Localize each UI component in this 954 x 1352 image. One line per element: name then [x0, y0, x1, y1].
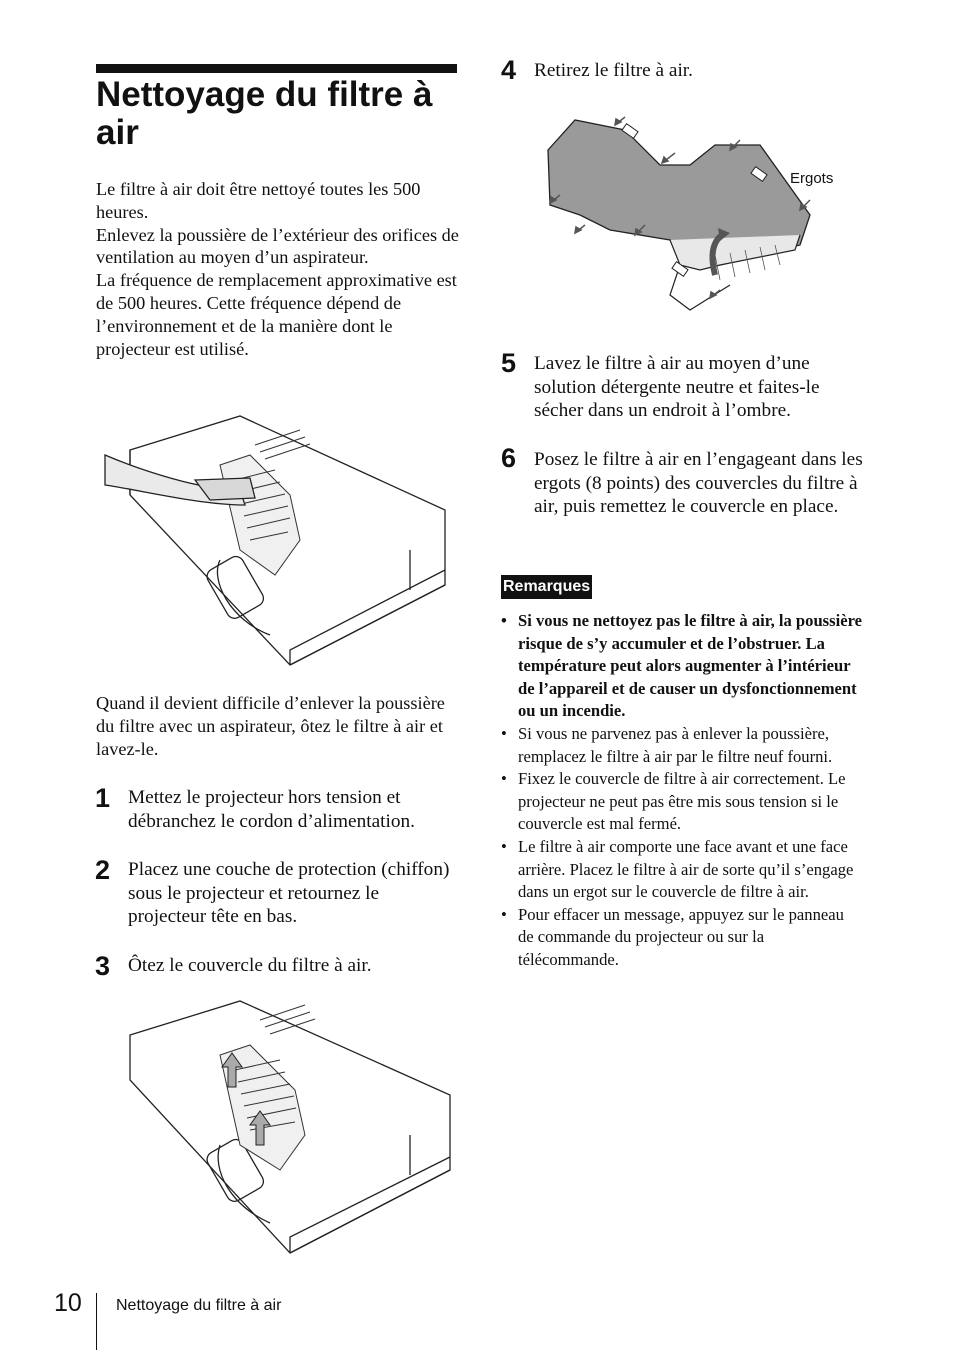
bullet: • — [501, 723, 507, 743]
step-number-4: 4 — [501, 55, 517, 85]
notes-heading: Remarques — [501, 575, 592, 599]
note-text: Fixez le couvercle de filtre à air correctement. Le projecteur ne peut pas être mis sous tension si le couvercle est mal fermé. — [518, 769, 846, 834]
step-number-5: 5 — [501, 348, 517, 378]
intro-line: La fréquence de remplacement approximative est de 500 heures. Cette fréquence dépend de l’environnement et de la manière dont le projecteur est utilisé. — [96, 270, 457, 359]
note-text: Le filtre à air comporte une face avant et une face arrière. Placez le filtre à air de sorte qu’il s’engage dans un ergot sur le couvercle de filtre à air. — [518, 836, 854, 902]
note-item — [501, 904, 863, 972]
figure-vacuum-cleaning — [100, 410, 450, 670]
step-number-6: 6 — [501, 443, 517, 473]
bullet: • — [501, 836, 507, 856]
step-number-2: 2 — [95, 855, 111, 885]
step-number-1: 1 — [95, 783, 111, 813]
note-text: Si vous ne nettoyez pas le filtre à air, la poussière risque de s’y accumuler et de l’obstruer. La température peut alors augmenter à l’intérieur de l’appareil et de causer un dysfonctionnement ou un incendie. — [518, 611, 863, 721]
footer-divider — [96, 1293, 97, 1350]
intro-line: Le filtre à air doit être nettoyé toutes les 500 heures. — [96, 179, 421, 222]
figure-remove-filter — [530, 105, 850, 320]
page-title: Nettoyage du filtre à air — [96, 75, 433, 152]
note-item — [501, 723, 863, 768]
note-item — [501, 610, 863, 723]
step-text-6: Posez le filtre à air en l’engageant dans les ergots (8 points) des couvercles du filtre à air, puis remettez le couvercle en place. — [534, 449, 863, 517]
bullet: • — [501, 904, 507, 924]
intro-line: Enlevez la poussière de l’extérieur des orifices de ventilation au moyen d’un aspirateur. — [96, 224, 459, 268]
step-text-5: Lavez le filtre à air au moyen d’une solution détergente neutre et faites-le sécher dans un endroit à l’ombre. — [534, 353, 820, 421]
bullet: • — [501, 611, 507, 630]
title-rule — [96, 64, 457, 73]
note-text: Pour effacer un message, appuyez sur le panneau de commande du projecteur ou sur la télécommande. — [518, 904, 844, 969]
note-item — [501, 836, 863, 904]
intro-paragraph — [96, 178, 460, 360]
figure-remove-cover — [120, 995, 455, 1257]
step-number-3: 3 — [95, 951, 111, 981]
step-text-2: Placez une couche de protection (chiffon) sous le projecteur et retournez le projecteur tête en bas. — [128, 859, 450, 927]
step-text-3: Ôtez le couvercle du filtre à air. — [128, 955, 372, 976]
step-text-1: Mettez le projecteur hors tension et débranchez le cordon d’alimentation. — [128, 787, 415, 832]
bullet: • — [501, 769, 507, 789]
step-text-4: Retirez le filtre à air. — [534, 60, 693, 81]
removal-paragraph: Quand il devient difficile d’enlever la poussière du filtre avec un aspirateur, ôtez le filtre à air et lavez-le. — [96, 693, 445, 759]
note-item — [501, 768, 863, 836]
figure-label-ergots: Ergots — [790, 170, 834, 187]
page-number: 10 — [54, 1289, 82, 1317]
note-text: Si vous ne parvenez pas à enlever la poussière, remplacez le filtre à air par le filtre neuf fourni. — [518, 723, 833, 766]
footer-section-title: Nettoyage du filtre à air — [116, 1297, 282, 1314]
notes-list — [501, 610, 863, 972]
